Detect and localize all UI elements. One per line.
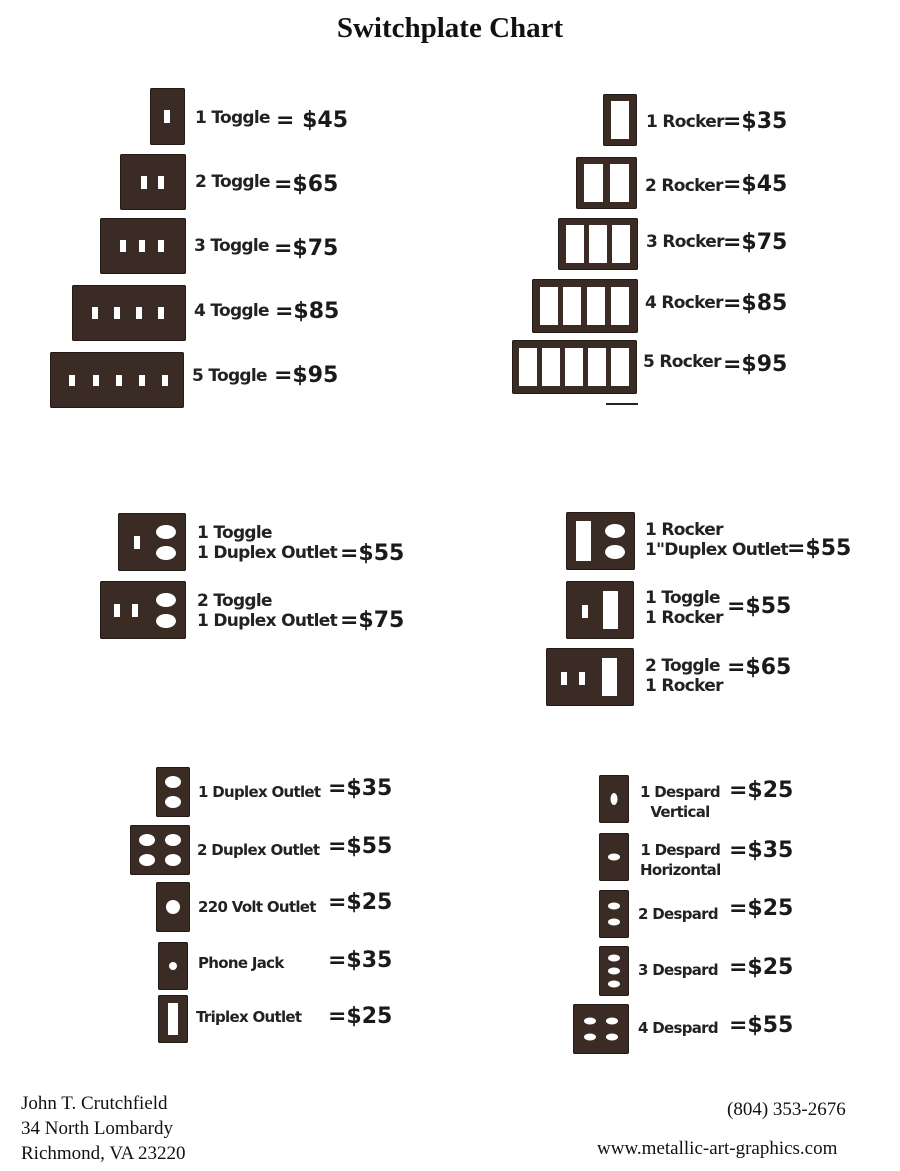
label-line-1: 1 Despard [640, 783, 720, 801]
plate-1-toggle-1-duplex [118, 513, 186, 571]
label-1-despard-vertical [640, 782, 720, 822]
label-1-toggle-1-rocker [645, 588, 723, 628]
label-2-rocker: 2 Rocker [645, 176, 723, 196]
plate-phone-jack [158, 942, 188, 990]
plate-220-volt-outlet [156, 882, 190, 932]
label-3-toggle: 3 Toggle [194, 236, 269, 256]
plate-1-toggle-1-rocker [566, 581, 634, 639]
plate-2-toggle-1-rocker [546, 648, 634, 706]
label-3-rocker: 3 Rocker [646, 232, 724, 252]
contact-street: 34 North Lombardy [21, 1118, 173, 1139]
label-1-despard-horizontal [640, 840, 721, 880]
contact-city: Richmond, VA 23220 [21, 1143, 186, 1164]
label-2-toggle: 2 Toggle [195, 172, 270, 192]
price-4-rocker: =$85 [723, 291, 788, 316]
plate-1-despard-horizontal [599, 833, 629, 881]
label-line-2: 1 Rocker [645, 608, 723, 628]
plate-4-despard [573, 1004, 629, 1054]
label-1-duplex-outlet: 1 Duplex Outlet [198, 783, 321, 801]
price-2-despard: =$25 [729, 896, 794, 921]
label-line-1: 1 Rocker [645, 520, 723, 540]
contact-phone: (804) 353-2676 [727, 1099, 846, 1120]
price-5-rocker: =$95 [723, 352, 788, 377]
plate-2-despard [599, 890, 629, 938]
price-1-toggle: = $45 [276, 108, 349, 133]
contact-address [21, 1091, 186, 1166]
plate-1-rocker-1-duplex [566, 512, 635, 570]
price-1-toggle-1-duplex: =$55 [340, 541, 405, 566]
plate-1-despard-vertical [599, 775, 629, 823]
plate-2-rocker [576, 157, 637, 209]
plate-2-toggle [120, 154, 186, 210]
label-2-toggle-1-duplex [197, 591, 337, 631]
plate-3-rocker [558, 218, 638, 270]
price-1-despard-vertical: =$25 [729, 778, 794, 803]
plate-triplex-outlet [158, 995, 188, 1043]
price-4-despard: =$55 [729, 1013, 794, 1038]
label-line-1: 1 Toggle [645, 588, 720, 608]
label-4-despard: 4 Despard [638, 1019, 718, 1037]
plate-2-duplex-outlet [130, 825, 190, 875]
price-1-despard-horizontal: =$35 [729, 838, 794, 863]
plate-1-toggle [150, 88, 185, 145]
plate-5-toggle [50, 352, 184, 408]
label-2-duplex-outlet: 2 Duplex Outlet [197, 841, 320, 859]
label-line-1: 1 Despard [640, 841, 721, 859]
price-triplex-outlet: =$25 [328, 1004, 393, 1029]
price-3-toggle: =$75 [274, 236, 339, 261]
label-line-1: 2 Toggle [645, 656, 720, 676]
plate-1-duplex-outlet [156, 767, 190, 817]
plate-1-rocker [603, 94, 637, 146]
label-line-2: Horizontal [640, 861, 721, 879]
price-2-toggle-1-rocker: =$65 [727, 655, 792, 680]
plate-4-toggle [72, 285, 186, 341]
label-line-1: 2 Toggle [197, 591, 272, 611]
label-line-2: 1 Duplex Outlet [197, 611, 338, 631]
price-1-toggle-1-rocker: =$55 [727, 594, 792, 619]
contact-name: John T. Crutchfield [21, 1093, 168, 1114]
price-2-rocker: =$45 [723, 172, 788, 197]
page-title: Switchplate Chart [336, 12, 564, 44]
label-2-toggle-1-rocker [645, 656, 723, 696]
label-3-despard: 3 Despard [638, 961, 718, 979]
price-3-rocker: =$75 [723, 230, 788, 255]
label-5-rocker: 5 Rocker [643, 352, 721, 372]
price-2-duplex-outlet: =$55 [328, 834, 393, 859]
price-4-toggle: =$85 [275, 299, 340, 324]
plate-3-toggle [100, 218, 186, 274]
label-1-toggle-1-duplex [197, 523, 337, 563]
label-220-volt-outlet: 220 Volt Outlet [198, 898, 316, 916]
label-line-2: 1"Duplex Outlet [645, 540, 788, 560]
contact-website[interactable]: www.metallic-art-graphics.com [597, 1138, 838, 1159]
plate-2-toggle-1-duplex [100, 581, 186, 639]
label-1-rocker: 1 Rocker [646, 112, 724, 132]
label-1-rocker-1-duplex [645, 520, 788, 560]
label-4-toggle: 4 Toggle [194, 301, 269, 321]
price-220-volt-outlet: =$25 [328, 890, 393, 915]
label-line-2: 1 Duplex Outlet [197, 543, 338, 563]
label-line-2: 1 Rocker [645, 676, 723, 696]
underline-mark [606, 403, 638, 405]
label-phone-jack: Phone Jack [198, 954, 284, 972]
plate-5-rocker [512, 340, 637, 394]
plate-4-rocker [532, 279, 638, 333]
label-line-1: 1 Toggle [197, 523, 272, 543]
label-5-toggle: 5 Toggle [192, 366, 267, 386]
label-1-toggle: 1 Toggle [195, 108, 270, 128]
price-1-duplex-outlet: =$35 [328, 776, 393, 801]
label-4-rocker: 4 Rocker [645, 293, 723, 313]
label-triplex-outlet: Triplex Outlet [196, 1008, 302, 1026]
price-2-toggle-1-duplex: =$75 [340, 608, 405, 633]
price-1-rocker-1-duplex: =$55 [787, 536, 852, 561]
label-line-2: Vertical [650, 803, 710, 821]
label-2-despard: 2 Despard [638, 905, 718, 923]
price-2-toggle: =$65 [274, 172, 339, 197]
plate-3-despard [599, 946, 629, 996]
price-1-rocker: =$35 [723, 109, 788, 134]
price-phone-jack: =$35 [328, 948, 393, 973]
price-3-despard: =$25 [729, 955, 794, 980]
price-5-toggle: =$95 [274, 363, 339, 388]
